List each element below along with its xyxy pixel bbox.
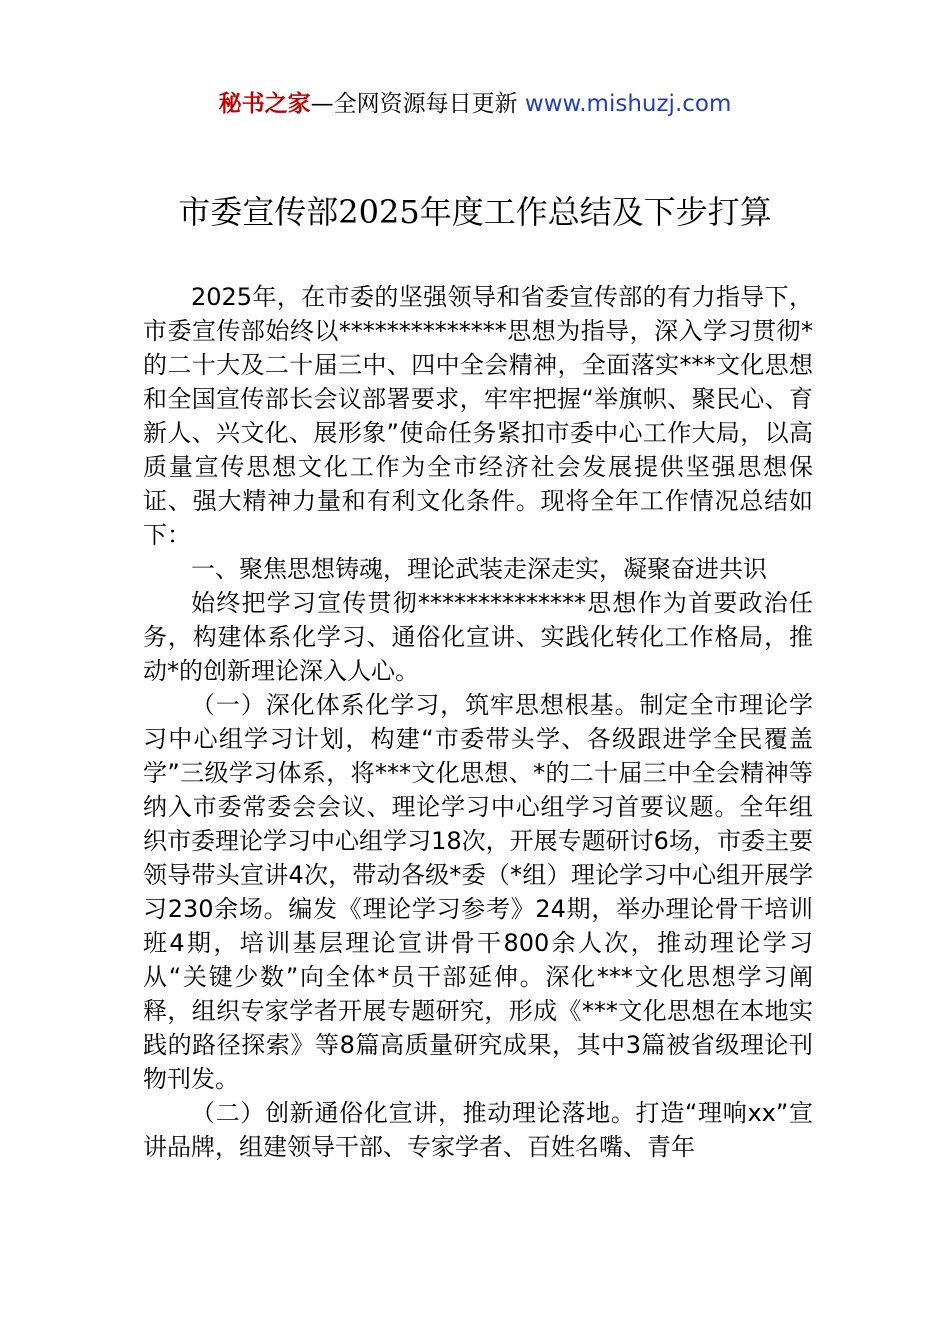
section-heading-1: 一、聚焦思想铸魂，理论武装走深走实，凝聚奋进共识 [191,555,767,583]
document-body [143,280,813,1164]
document-title: 市委宣传部2025年度工作总结及下步打算 [178,193,772,231]
banner-brand: 秘书之家 [218,91,311,117]
banner-url-link[interactable]: www.mishuzj.com [524,91,732,117]
banner-tagline: —全网资源每日更新 [310,91,525,117]
section-1-intro-paragraph: 始终把学习宣传贯彻**************思想作为首要政治任务，构建体系化学习、通俗化宣讲、实践化转化工作格局，推动*的创新理论深入人心。 [143,589,813,685]
subsection-2-paragraph: （二）创新通俗化宣讲，推动理论落地。打造“理响xx”宣讲品牌，组建领导干部、专家学者、百姓名嘴、青年 [143,1099,813,1161]
subsection-1-paragraph: （一）深化体系化学习，筑牢思想根基。制定全市理论学习中心组学习计划，构建“市委带头学、各级跟进学全民覆盖学”三级学习体系，将***文化思想、*的二十届三中全会精神等纳入市委常委会会议、理论学习中心组学习首要议题。全年组织市委理论学习中心组学习18次，开展专题研讨6场，市委主要领导带头宣讲4次，带动各级*委（*组）理论学习中心组开展学习230余场。编发《理论学习参考》24期，举办理论骨干培训班4期，培训基层理论宣讲骨干800余人次，推动理论学习从“关键少数”向全体*员干部延伸。深化***文化思想学习阐释，组织专家学者开展专题研究，形成《***文化思想在本地实践的路径探索》等8篇高质量研究成果，其中3篇被省级理论刊物刊发。 [143,691,813,1093]
site-banner [0,88,950,120]
intro-paragraph: 2025年，在市委的坚强领导和省委宣传部的有力指导下，市委宣传部始终以**************思想为指导，深入学习贯彻*的二十大及二十届三中、四中全会精神，全面落实***文化思想和全国宣传部长会议部署要求，牢牢把握“举旗帜、聚民心、育新人、兴文化、展形象”使命任务紧扣市委中心工作大局，以高质量宣传思想文化工作为全市经济社会发展提供坚强思想保证、强大精神力量和有利文化条件。现将全年工作情况总结如下： [143,283,813,549]
